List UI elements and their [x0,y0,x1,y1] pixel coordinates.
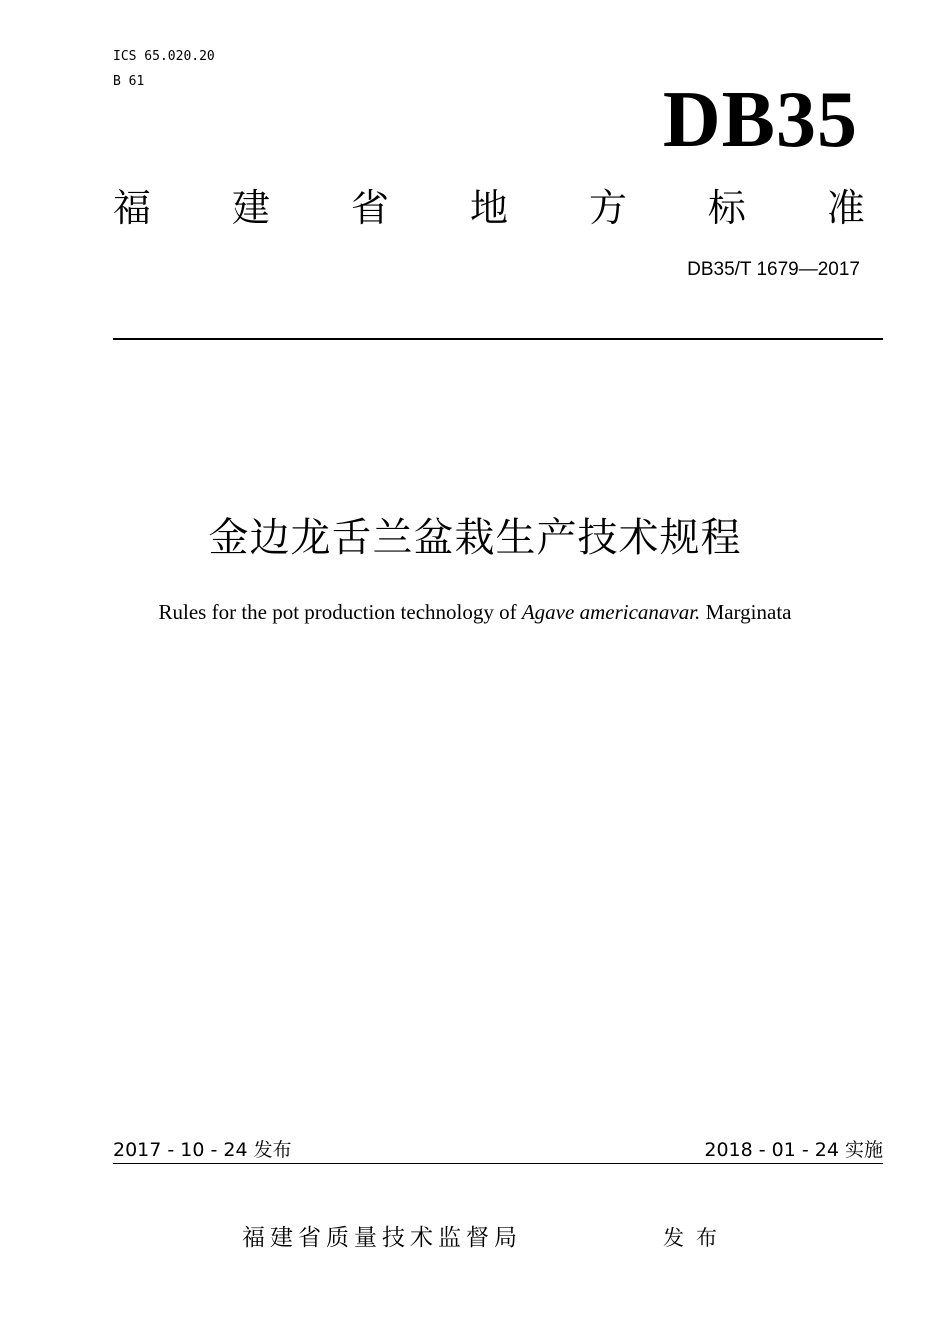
standard-type-char: 地 [469,186,508,230]
standard-type-char: 方 [588,186,627,230]
standard-type-char: 省 [350,186,389,230]
standard-type-char: 准 [826,186,865,230]
document-title-chinese: 金边龙舌兰盆栽生产技术规程 [208,515,742,561]
ics-code: ICS 65.020.20 [113,49,215,64]
implementation-date: 2018 - 01 - 24 实施 [704,1139,883,1161]
bottom-divider [113,1163,883,1164]
document-title-english [0,598,950,626]
issue-date: 2017 - 10 - 24 发布 [113,1139,292,1161]
standard-type-char: 建 [231,186,270,230]
issue-label: 发布 [663,1226,729,1250]
standard-type-char: 标 [707,186,746,230]
title-english-italic: Agave americanavar. [521,600,701,624]
db35-logo: DB35 [662,76,858,164]
top-divider [113,338,883,340]
title-english-prefix: Rules for the pot production technology of [158,600,522,624]
standard-type-char: 福 [113,186,152,230]
standard-type-heading [113,185,865,231]
issuing-authority: 福建省质量技术监督局 [242,1225,522,1251]
title-english-suffix: Marginata [700,600,792,624]
classification-code: B 61 [113,74,145,89]
standard-number: DB35/T 1679—2017 [687,259,860,280]
